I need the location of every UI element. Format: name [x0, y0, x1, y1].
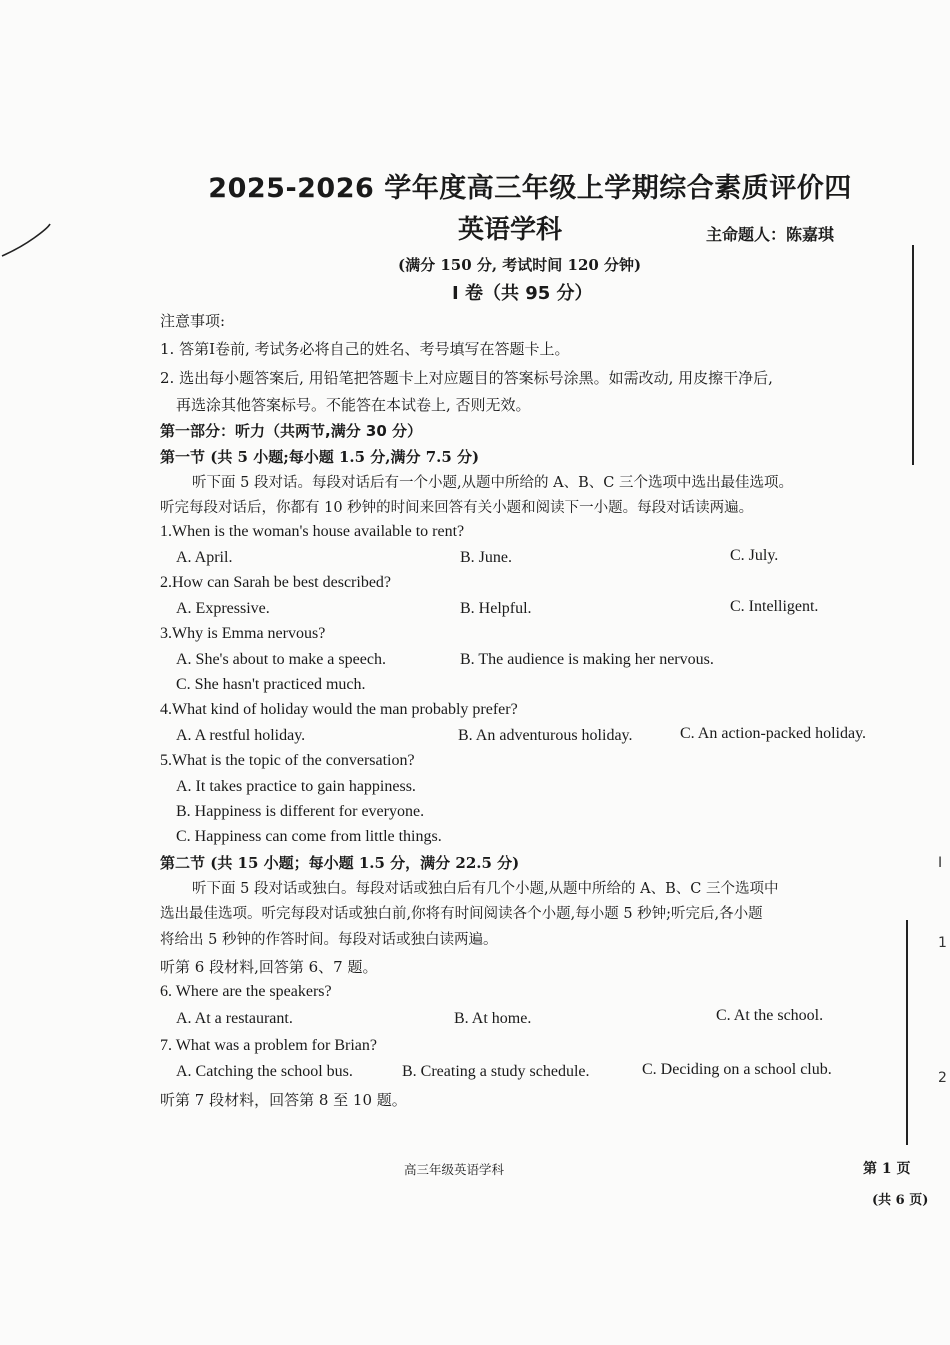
question-stem: 7. What was a problem for Brian?	[160, 1037, 377, 1054]
option-b: B. Creating a study schedule.	[402, 1063, 590, 1080]
material-6-instruction: 听第 6 段材料,回答第 6、7 题。	[160, 958, 378, 976]
notes-heading: 注意事项:	[160, 312, 226, 330]
page-edge-mark: I	[938, 855, 943, 871]
option-c: C. Intelligent.	[730, 598, 819, 615]
page-edge-line	[906, 920, 908, 1145]
option-c: C. Happiness can come from little things.	[176, 828, 442, 845]
subject-title: 英语学科	[458, 215, 563, 245]
question-stem: 2.How can Sarah be best described?	[160, 574, 392, 591]
page-edge-mark: 2	[938, 1070, 947, 1086]
option-b: B. Helpful.	[460, 600, 532, 617]
material-7-instruction: 听第 7 段材料，回答第 8 至 10 题。	[160, 1091, 407, 1109]
option-b: B. June.	[460, 549, 512, 566]
option-a: A. Catching the school bus.	[176, 1063, 353, 1080]
section1-heading: 第一节 (共 5 小题;每小题 1.5 分,满分 7.5 分)	[160, 448, 480, 466]
option-a: A. Expressive.	[176, 600, 270, 617]
section2-heading: 第二节 (共 15 小题；每小题 1.5 分，满分 22.5 分)	[160, 854, 520, 872]
question-stem: 5.What is the topic of the conversation?	[160, 752, 415, 769]
option-c: C. She hasn't practiced much.	[176, 676, 366, 693]
option-b: B. At home.	[454, 1010, 532, 1027]
section2-instructions: 听下面 5 段对话或独白。每段对话或独白后有几个小题,从题中所给的 A、B、C 三个选项中	[192, 881, 779, 897]
notes-item-2-cont: 再选涂其他答案标号。不能答在本试卷上, 否则无效。	[176, 396, 531, 414]
question-stem: 1.When is the woman's house available to rent?	[160, 523, 465, 540]
question-stem: 4.What kind of holiday would the man probably prefer?	[160, 701, 518, 718]
author-label: 主命题人：陈嘉琪	[706, 225, 835, 244]
section2-instructions-cont: 选出最佳选项。听完每段对话或独白前,你将有时间阅读各个小题,每小题 5 秒钟;听完后,各小题	[160, 906, 763, 922]
option-c: C. Deciding on a school club.	[642, 1061, 832, 1078]
option-b: B. Happiness is different for everyone.	[176, 803, 425, 820]
page-edge-line	[912, 245, 914, 465]
question-stem: 6. Where are the speakers?	[160, 983, 332, 1000]
option-a: A. At a restaurant.	[176, 1010, 293, 1027]
exam-title: 2025-2026 学年度高三年级上学期综合素质评价四	[208, 173, 852, 204]
option-a: A. It takes practice to gain happiness.	[176, 778, 416, 795]
page-edge-mark: 1	[938, 935, 947, 951]
question-stem: 3.Why is Emma nervous?	[160, 625, 326, 642]
footer-subject: 高三年级英语学科	[404, 1162, 505, 1177]
section1-instructions-cont: 听完每段对话后，你都有 10 秒钟的时间来回答有关小题和阅读下一小题。每段对话读两遍。	[160, 500, 754, 516]
part1-heading: 第一部分：听力（共两节,满分 30 分）	[160, 422, 423, 440]
section1-instructions: 听下面 5 段对话。每段对话后有一个小题,从题中所给的 A、B、C 三个选项中选出最佳选项。	[192, 475, 793, 491]
option-c: C. An action-packed holiday.	[680, 725, 867, 742]
section2-instructions-cont: 将给出 5 秒钟的作答时间。每段对话或独白读两遍。	[160, 932, 498, 948]
option-a: A. April.	[176, 549, 233, 566]
volume-title: Ⅰ 卷（共 95 分）	[452, 283, 593, 304]
page-number: 第 1 页	[863, 1161, 911, 1177]
score-info: (满分 150 分, 考试时间 120 分钟)	[398, 256, 642, 274]
option-b: B. The audience is making her nervous.	[460, 651, 714, 668]
option-b: B. An adventurous holiday.	[458, 727, 633, 744]
notes-item-1: 1. 答第Ⅰ卷前, 考试务必将自己的姓名、考号填写在答题卡上。	[160, 340, 570, 358]
option-a: A. A restful holiday.	[176, 727, 306, 744]
option-c: C. At the school.	[716, 1007, 824, 1024]
page-total: (共 6 页)	[872, 1193, 929, 1208]
option-a: A. She's about to make a speech.	[176, 651, 386, 668]
pen-mark	[0, 220, 60, 260]
notes-item-2: 2. 选出每小题答案后, 用铅笔把答题卡上对应题目的答案标号涂黑。如需改动, 用皮擦干净后,	[160, 369, 773, 387]
option-c: C. July.	[730, 547, 779, 564]
